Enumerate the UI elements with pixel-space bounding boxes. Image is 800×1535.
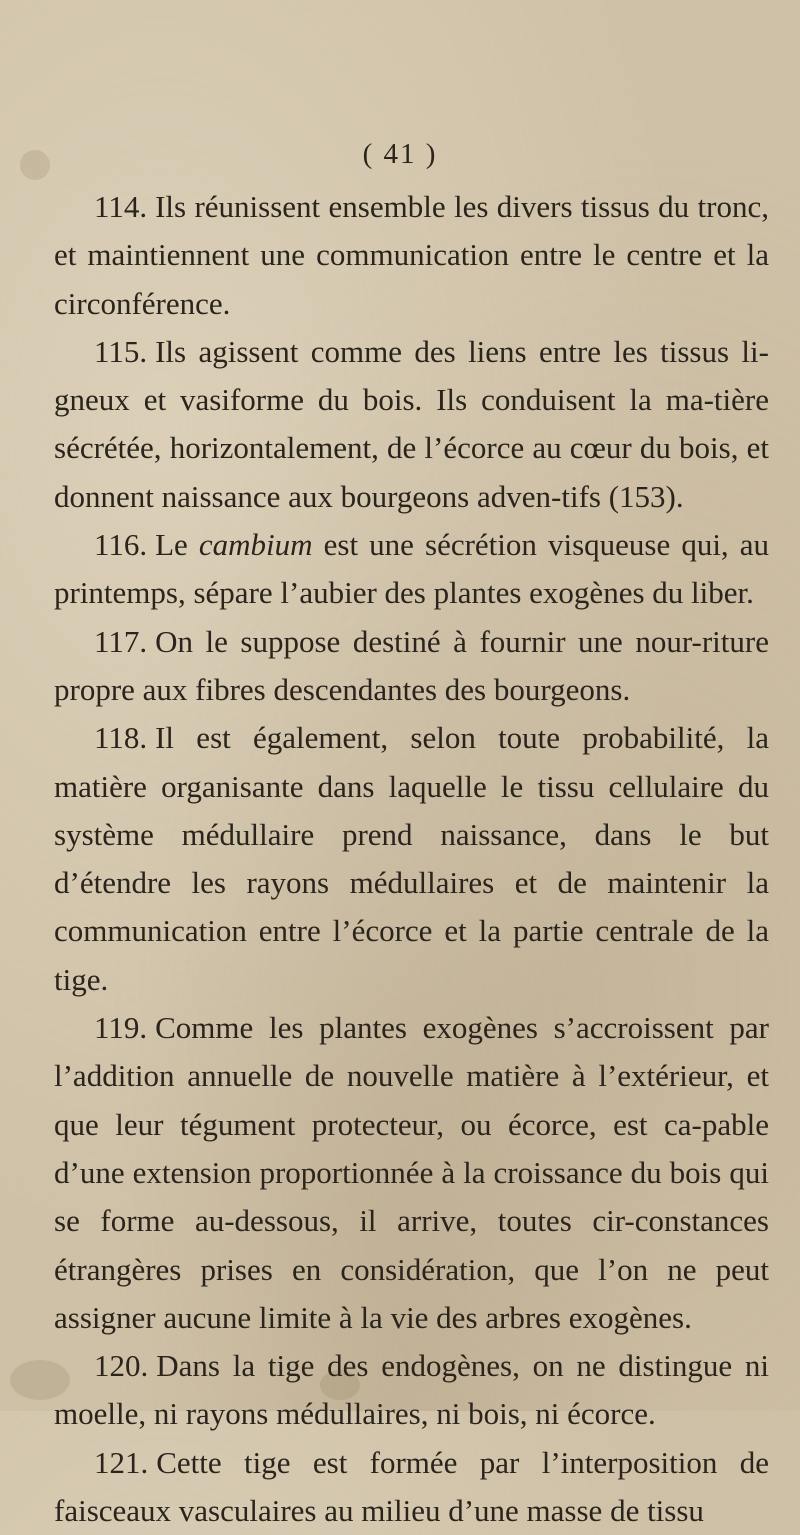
paragraph-number: 114. <box>94 189 148 224</box>
paragraph-text: Comme les plantes exogènes s’accroissent par l’addition annuelle de nouvelle matière à l’extérieur, et que leur tégument protecteur, ou écorce, est ca-pable d’une extension proportionnée à la croissance du bois qui se forme au-dessous, il arrive, toutes cir-constances étrangères prises en considération, que l’on ne peut assigner aucune limite à la vie des arbres exogènes. <box>54 1010 769 1335</box>
paragraph-121 <box>54 1439 769 1535</box>
paragraph-text: Ils agissent comme des liens entre les tissus li-gneux et vasiforme du bois. Ils conduisent la ma-tière sécrétée, horizontalement, de l’écorce au cœur du bois, et donnent naissance aux bourgeons adven-tifs (153). <box>54 333 769 514</box>
paragraph-number: 120. <box>94 1348 149 1384</box>
paragraph-119 <box>54 1004 769 1342</box>
paragraph-number: 116. <box>94 527 148 563</box>
paragraph-117 <box>54 618 769 715</box>
paragraph-number: 119. <box>94 1010 148 1046</box>
paragraph-120 <box>54 1342 769 1439</box>
paragraph-text: Cette tige est formée par l’interposition de faisceaux vasculaires au milieu d’une masse de tissu <box>54 1444 769 1529</box>
paragraph-115 <box>54 328 769 521</box>
paragraph-text: Dans la tige des endogènes, on ne distingue ni moelle, ni rayons médullaires, ni bois, ni écorce. <box>54 1348 769 1432</box>
paragraph-number: 118. <box>94 720 148 756</box>
page-number: ( 41 ) <box>362 138 438 170</box>
paragraph-text-post: est une sécrétion visqueuse qui, au printemps, sépare l’aubier des plantes exogènes du liber. <box>54 527 770 611</box>
paragraph-number: 121. <box>94 1444 149 1480</box>
paragraph-text: Ils réunissent ensemble les divers tissus du tronc, et maintiennent une communication entre le centre et la circonférence. <box>54 189 769 321</box>
paragraph-text-pre: Le <box>155 527 188 563</box>
paragraph-text: Il est également, selon toute probabilité, la matière organisante dans laquelle le tissu cellulaire du système médullaire prend naissance, dans le but d’étendre les rayons médullaires et de maintenir la communication entre l’écorce et la partie centrale de la tige. <box>54 720 769 997</box>
paragraph-114 <box>54 183 769 328</box>
paragraph-text: On le suppose destiné à fournir une nour-riture propre aux fibres descendantes des bourgeons. <box>54 623 769 707</box>
paragraph-118 <box>54 714 769 1004</box>
paragraph-number: 115. <box>94 333 148 369</box>
body-text <box>54 183 769 1535</box>
paragraph-116 <box>54 521 769 618</box>
paragraph-number: 117. <box>94 623 148 659</box>
cambium-term: cambium <box>198 527 313 563</box>
